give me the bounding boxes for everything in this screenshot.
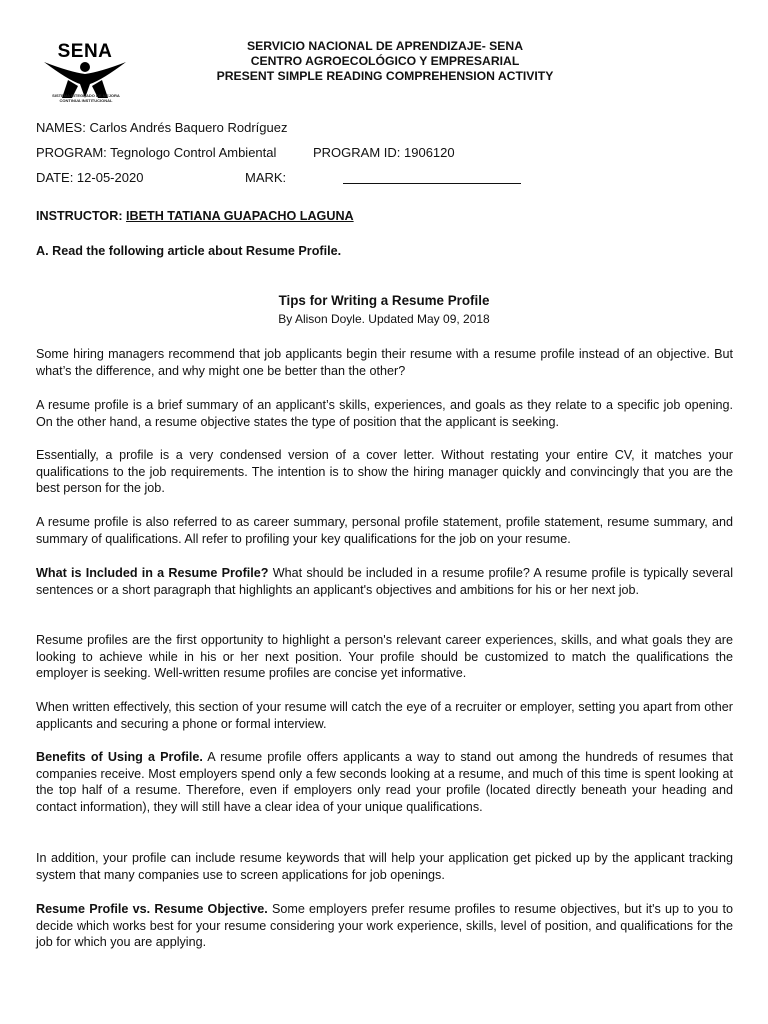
paragraph-8-body: A resume profile offers applicants a way to stand out among the hundreds of resumes that companies receive. Most employers spend only a few seconds looking at a resume, and much of this time is spent looking at the top half of a resume. Therefore, even if employers only read your profile (located directly beneath your heading and contact information), they will still have a clear idea of your unique qualifications. <box>36 750 734 814</box>
instructor-name: IBETH TATIANA GUAPACHO LAGUNA <box>126 209 354 223</box>
date-field: DATE: 12-05-2020 <box>36 170 144 185</box>
instructor-label: INSTRUCTOR: <box>36 209 123 223</box>
article-paragraph-5 <box>36 565 733 598</box>
article-paragraph-6: Resume profiles are the first opportunity to highlight a person's relevant career experiences, skills, and what goals they are looking to achieve while in his or her next position. Your profile should be customized to match the qualifications the employer is seeking. Well-written resume profiles are concise yet informative. <box>36 633 733 681</box>
names-field: NAMES: Carlos Andrés Baquero Rodríguez <box>36 120 288 135</box>
paragraph-10-heading: Resume Profile vs. Resume Objective. <box>36 902 268 916</box>
logo-caption: SISTEMA INTEGRADO DE MEJORA CONTINUA INSTITUCIONAL <box>52 93 120 103</box>
article-paragraph-3: Essentially, a profile is a very condensed version of a cover letter. Without restating your entire CV, it matches your qualifications to the job requirements. The intention is to show the hiring manager quickly and convincingly that you are the best person for the job. <box>36 448 733 496</box>
header-line-2: CENTRO AGROECOLÓGICO Y EMPRESARIAL <box>250 54 520 68</box>
program-field: PROGRAM: Tegnologo Control Ambiental <box>36 145 277 160</box>
article-paragraph-10 <box>36 901 733 951</box>
article-paragraph-4: A resume profile is also referred to as career summary, personal profile statement, profile statement, resume summary, and summary of qualifications. All refer to profiling your key qualifications for the job on your resume. <box>36 515 733 546</box>
article-paragraph-2: A resume profile is a brief summary of an applicant’s skills, experiences, and goals as they relate to a specific job opening. On the other hand, a resume objective states the type of position that the applicant is seeking. <box>36 398 733 429</box>
paragraph-5-heading: What is Included in a Resume Profile? <box>36 566 269 580</box>
article-paragraph-1: Some hiring managers recommend that job applicants begin their resume with a resume profile instead of an objective. But what’s the difference, and why might one be better than the other? <box>36 347 733 378</box>
instructor-line <box>36 209 354 223</box>
paragraph-5-body: What should be included in a resume profile? A resume profile is typically several sentences or a short paragraph that highlights an applicant's objectives and ambitions for his or her next job. <box>36 566 733 597</box>
article-byline: By Alison Doyle. Updated May 09, 2018 <box>278 312 490 326</box>
header-line-1: SERVICIO NACIONAL DE APRENDIZAJE- SENA <box>246 39 524 53</box>
article-paragraph-7: When written effectively, this section of your resume will catch the eye of a recruiter or employer, setting you apart from other applicants and securing a phone or formal interview. <box>36 700 733 731</box>
mark-blank-line <box>343 183 521 184</box>
paragraph-8-heading: Benefits of Using a Profile. <box>36 750 203 764</box>
article-paragraph-9: In addition, your profile can include resume keywords that will help your application get picked up by the applicant tracking system that many companies use to screen applications for job openings. <box>36 851 733 882</box>
mark-label: MARK: <box>245 170 287 185</box>
paragraph-10-body: Some employers prefer resume profiles to resume objectives, but it's up to you to decide which works best for your resume considering your work experience, skills, level of position, and qualifications for the job for which you are applying. <box>36 902 733 950</box>
document-header <box>160 39 610 84</box>
logo-brand-text: SENA <box>57 41 113 62</box>
program-id-field: PROGRAM ID: 1906120 <box>313 145 455 160</box>
header-line-3: PRESENT SIMPLE READING COMPREHENSION ACTIVITY <box>216 69 554 83</box>
article-paragraph-8 <box>36 749 733 815</box>
section-a-instruction: A. Read the following article about Resume Profile. <box>36 244 342 258</box>
article-title: Tips for Writing a Resume Profile <box>278 293 490 308</box>
